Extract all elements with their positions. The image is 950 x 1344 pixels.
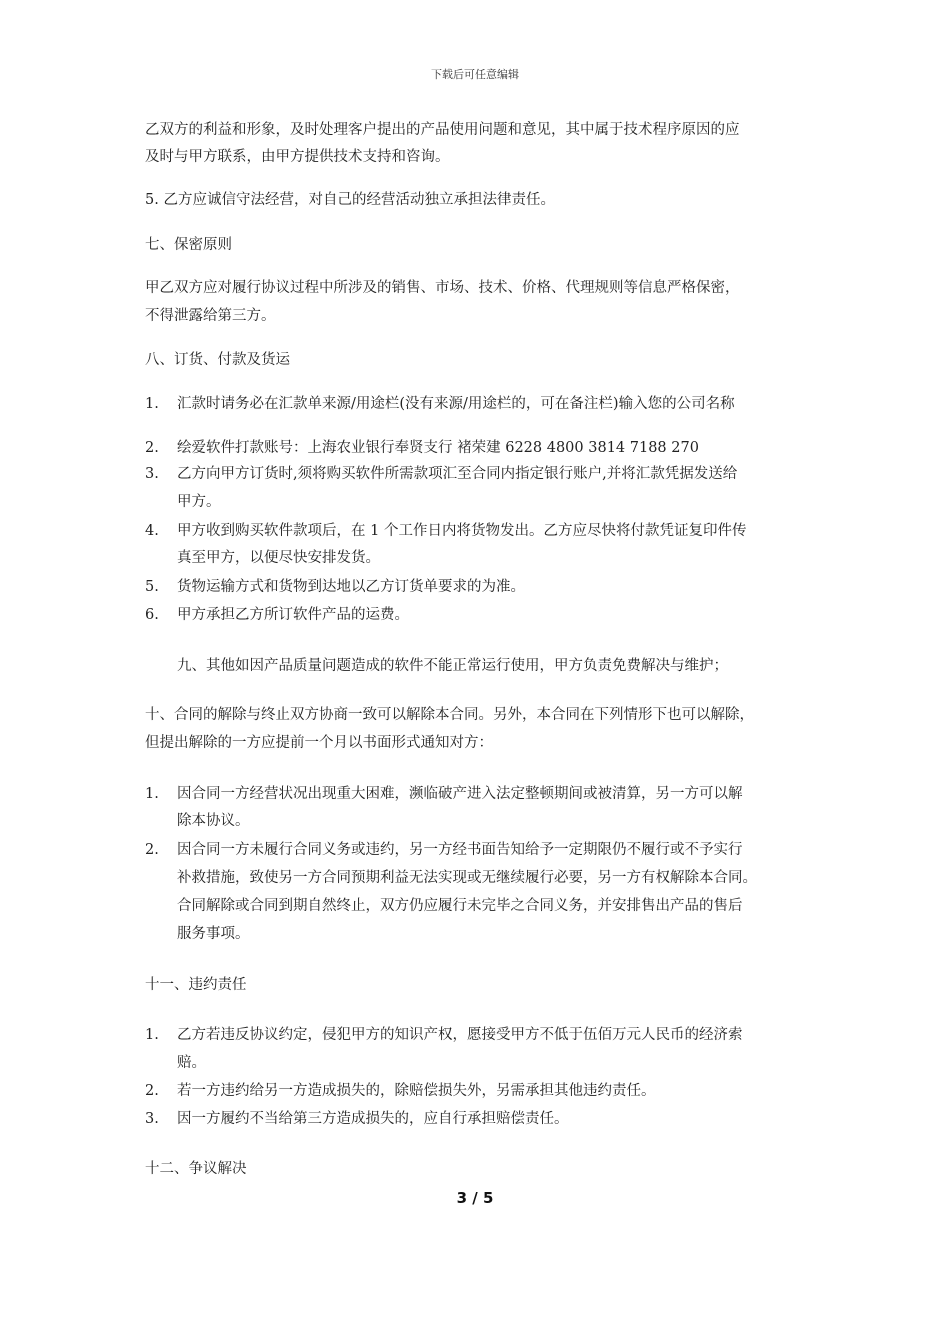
list-number: 5.: [145, 579, 159, 595]
list-number: 1.: [145, 1027, 159, 1043]
list-item-text: 甲方收到购买软件款项后，在 1 个工作日内将货物发出。乙方应尽快将付款凭证复印件传: [177, 523, 747, 539]
list-number: 1.: [145, 396, 159, 412]
list-item-text: 服务事项。: [177, 926, 250, 942]
list-number: 6.: [145, 607, 159, 623]
section-heading-11: 十一、违约责任: [145, 977, 247, 993]
list-item-text: 若一方违约给另一方造成损失的，除赔偿损失外，另需承担其他违约责任。: [177, 1083, 656, 1099]
list-item-text: 因合同一方经营状况出现重大困难，濒临破产进入法定整顿期间或被清算，另一方可以解: [177, 786, 743, 802]
list-item-text: 因合同一方未履行合同义务或违约，另一方经书面告知给予一定期限仍不履行或不予实行: [177, 842, 743, 858]
section-heading-7: 七、保密原则: [145, 237, 232, 253]
page-number: 3 / 5: [456, 1189, 494, 1207]
list-item-text: 真至甲方，以便尽快安排发货。: [177, 550, 380, 566]
list-number: 2.: [145, 440, 159, 456]
section-heading-10-cont: 但提出解除的一方应提前一个月以书面形式通知对方：: [145, 735, 493, 751]
list-item-text: 因一方履约不当给第三方造成损失的，应自行承担赔偿责任。: [177, 1111, 569, 1127]
list-number: 1.: [145, 786, 159, 802]
list-item-text: 合同解除或合同到期自然终止，双方仍应履行未完毕之合同义务，并安排售出产品的售后: [177, 898, 743, 914]
list-number: 2.: [145, 1083, 159, 1099]
list-item-text: 除本协议。: [177, 813, 250, 829]
page-header: 下载后可任意编辑: [431, 68, 519, 81]
list-number: 2.: [145, 842, 159, 858]
section-heading-9: 九、其他如因产品质量问题造成的软件不能正常运行使用，甲方负责免费解决与维护；: [177, 658, 728, 674]
list-item-text: 货物运输方式和货物到达地以乙方订货单要求的为准。: [177, 579, 525, 595]
list-number: 3.: [145, 1111, 159, 1127]
section-heading-8: 八、订货、付款及货运: [145, 352, 290, 368]
section-heading-12: 十二、争议解决: [145, 1161, 247, 1177]
list-item-text: 汇款时请务必在汇款单来源/用途栏(没有来源/用途栏的，可在备注栏)输入您的公司名称: [177, 396, 735, 412]
paragraph-line: 乙双方的利益和形象，及时处理客户提出的产品使用问题和意见，其中属于技术程序原因的应: [145, 122, 740, 138]
paragraph-line: 5. 乙方应诚信守法经营，对自己的经营活动独立承担法律责任。: [145, 192, 555, 208]
paragraph-line: 不得泄露给第三方。: [145, 308, 276, 324]
paragraph-line: 甲乙双方应对履行协议过程中所涉及的销售、市场、技术、价格、代理规则等信息严格保密，: [145, 280, 740, 296]
list-item-text: 乙方向甲方订货时,须将购买软件所需款项汇至合同内指定银行账户,并将汇款凭据发送给: [177, 466, 738, 482]
section-heading-10: 十、合同的解除与终止双方协商一致可以解除本合同。另外，本合同在下列情形下也可以解除，: [145, 707, 754, 723]
list-item-text: 乙方若违反协议约定，侵犯甲方的知识产权，愿接受甲方不低于伍佰万元人民币的经济索: [177, 1027, 743, 1043]
paragraph-line: 及时与甲方联系，由甲方提供技术支持和咨询。: [145, 149, 450, 165]
list-item-text: 赔。: [177, 1055, 206, 1071]
list-item-text: 甲方。: [177, 494, 221, 510]
list-item-text: 补救措施，致使另一方合同预期利益无法实现或无继续履行必要，另一方有权解除本合同。: [177, 870, 757, 886]
list-item-text: 甲方承担乙方所订软件产品的运费。: [177, 607, 409, 623]
list-item-text: 绘爱软件打款账号：上海农业银行奉贤支行 褚荣建 6228 4800 3814 7188 270: [177, 440, 699, 456]
list-number: 4.: [145, 523, 159, 539]
list-number: 3.: [145, 466, 159, 482]
